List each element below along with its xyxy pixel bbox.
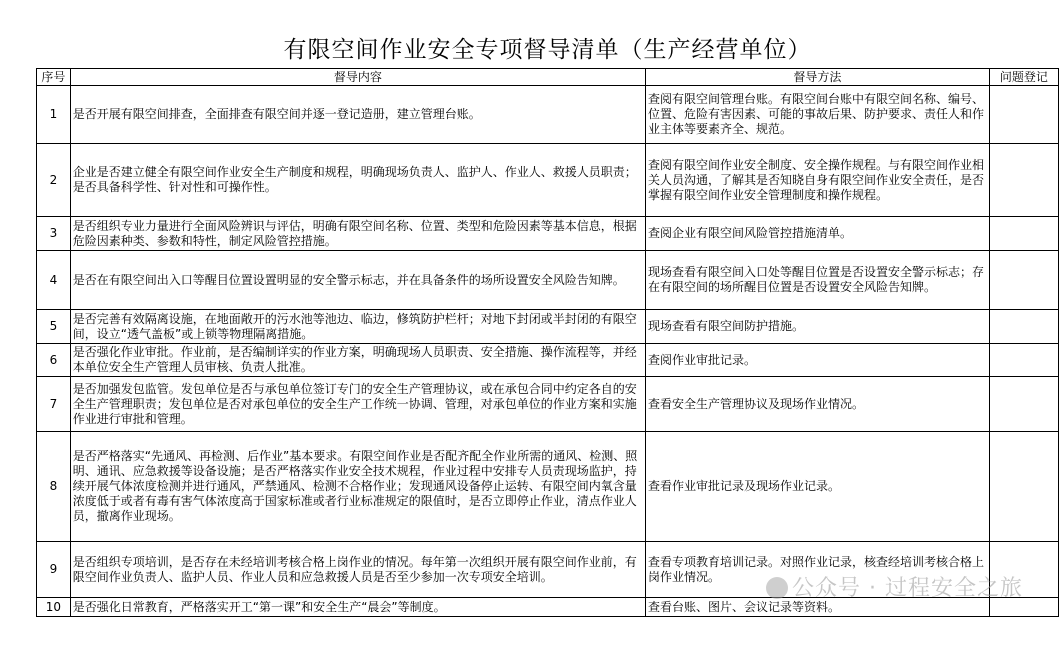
cell-method[interactable]: 查看安全生产管理协议及现场作业情况。 (645, 377, 989, 432)
cell-no[interactable]: 8 (37, 432, 71, 542)
cell-method[interactable]: 查看作业审批记录及现场作业记录。 (645, 432, 989, 542)
cell-no[interactable]: 7 (37, 377, 71, 432)
cell-no[interactable]: 2 (37, 144, 71, 217)
cell-issue[interactable] (989, 432, 1058, 542)
table-row (37, 344, 1059, 377)
table-row (37, 217, 1059, 251)
table-row (37, 86, 1059, 144)
cell-content[interactable]: 企业是否建立健全有限空间作业安全生产制度和规程，明确现场负责人、监护人、作业人、救援人员职责；是否具备科学性、针对性和可操作性。 (70, 144, 645, 217)
table-row (37, 432, 1059, 542)
cell-issue[interactable] (989, 377, 1058, 432)
table-row (37, 144, 1059, 217)
cell-issue[interactable] (989, 344, 1058, 377)
cell-method[interactable]: 查阅企业有限空间风险管控措施清单。 (645, 217, 989, 251)
cell-method[interactable]: 查看专项教育培训记录。对照作业记录，核查经培训考核合格上岗作业情况。 (645, 542, 989, 598)
cell-no[interactable]: 5 (37, 310, 71, 344)
spreadsheet-sheet (36, 0, 1059, 645)
watermark-text: 公众号 · 过程安全之旅 (792, 576, 1023, 601)
table-row (37, 251, 1059, 310)
cell-content[interactable]: 是否开展有限空间排查，全面排查有限空间并逐一登记造册，建立管理台账。 (70, 86, 645, 144)
cell-method[interactable]: 查看台账、图片、会议记录等资料。 (645, 598, 989, 617)
cell-method[interactable]: 现场查看有限空间防护措施。 (645, 310, 989, 344)
cell-content[interactable]: 是否组织专项培训，是否存在未经培训考核合格上岗作业的情况。每年第一次组织开展有限空间作业前，有限空间作业负责人、监护人员、作业人员和应急救援人员是否至少参加一次专项安全培训。 (70, 542, 645, 598)
table-row (37, 310, 1059, 344)
cell-content[interactable]: 是否严格落实“先通风、再检测、后作业”基本要求。有限空间作业是否配齐配全作业所需的通风、检测、照明、通讯、应急救援等设备设施；是否严格落实作业安全技术规程，作业过程中安排专人员责现场监护，持续开展气体浓度检测并进行通风，严禁通风、检测不合格作业；发现通风设备停止运转、有限空间内氧含量浓度低于或者有毒有害气体浓度高于国家标准或者行业标准规定的限值时，是否立即停止作业，清点作业人员，撤离作业现场。 (70, 432, 645, 542)
cell-method[interactable]: 查阅作业审批记录。 (645, 344, 989, 377)
cell-issue[interactable] (989, 144, 1058, 217)
cell-no[interactable]: 6 (37, 344, 71, 377)
table-header-row (37, 69, 1059, 86)
cell-issue[interactable] (989, 310, 1058, 344)
watermark (766, 571, 1023, 602)
cell-no[interactable]: 4 (37, 251, 71, 310)
header-method[interactable]: 督导方法 (645, 69, 989, 86)
cell-no[interactable]: 3 (37, 217, 71, 251)
cell-issue[interactable] (989, 86, 1058, 144)
cell-content[interactable]: 是否强化作业审批。作业前，是否编制详实的作业方案，明确现场人员职责、安全措施、操作流程等，并经本单位安全生产管理人员审核、负责人批准。 (70, 344, 645, 377)
cell-issue[interactable] (989, 251, 1058, 310)
cell-no[interactable]: 1 (37, 86, 71, 144)
cell-content[interactable]: 是否在有限空间出入口等醒目位置设置明显的安全警示标志，并在具备条件的场所设置安全风险告知牌。 (70, 251, 645, 310)
wechat-icon (766, 577, 788, 599)
cell-method[interactable]: 现场查看有限空间入口处等醒目位置是否设置安全警示标志；存在有限空间的场所醒目位置是否设置安全风险告知牌。 (645, 251, 989, 310)
cell-content[interactable]: 是否完善有效隔离设施，在地面敞开的污水池等池边、临边，修筑防护栏杆；对地下封闭或半封闭的有限空间，设立“透气盖板”或上锁等物理隔离措施。 (70, 310, 645, 344)
checklist-table (36, 68, 1059, 617)
header-issue[interactable]: 问题登记 (989, 69, 1058, 86)
cell-content[interactable]: 是否组织专业力量进行全面风险辨识与评估，明确有限空间名称、位置、类型和危险因素等基本信息，根据危险因素种类、参数和特性，制定风险管控措施。 (70, 217, 645, 251)
table-row (37, 377, 1059, 432)
header-content[interactable]: 督导内容 (70, 69, 645, 86)
page-title: 有限空间作业安全专项督导清单（生产经营单位） (283, 37, 812, 63)
cell-content[interactable]: 是否强化日常教育，严格落实开工“第一课”和安全生产“晨会”等制度。 (70, 598, 645, 617)
header-no[interactable]: 序号 (37, 69, 71, 86)
cell-method[interactable]: 查阅有限空间作业安全制度、安全操作规程。与有限空间作业相关人员沟通，了解其是否知晓自身有限空间作业安全责任，是否掌握有限空间作业安全管理制度和操作规程。 (645, 144, 989, 217)
cell-content[interactable]: 是否加强发包监管。发包单位是否与承包单位签订专门的安全生产管理协议，或在承包合同中约定各自的安全生产管理职责；发包单位是否对承包单位的安全生产工作统一协调、管理，对承包单位的作业方案和实施作业进行审批和管理。 (70, 377, 645, 432)
cell-no[interactable]: 9 (37, 542, 71, 598)
cell-method[interactable]: 查阅有限空间管理台账。有限空间台账中有限空间名称、编号、位置、危险有害因素、可能的事故后果、防护要求、责任人和作业主体等要素齐全、规范。 (645, 86, 989, 144)
cell-issue[interactable] (989, 217, 1058, 251)
cell-no[interactable]: 10 (37, 598, 71, 617)
